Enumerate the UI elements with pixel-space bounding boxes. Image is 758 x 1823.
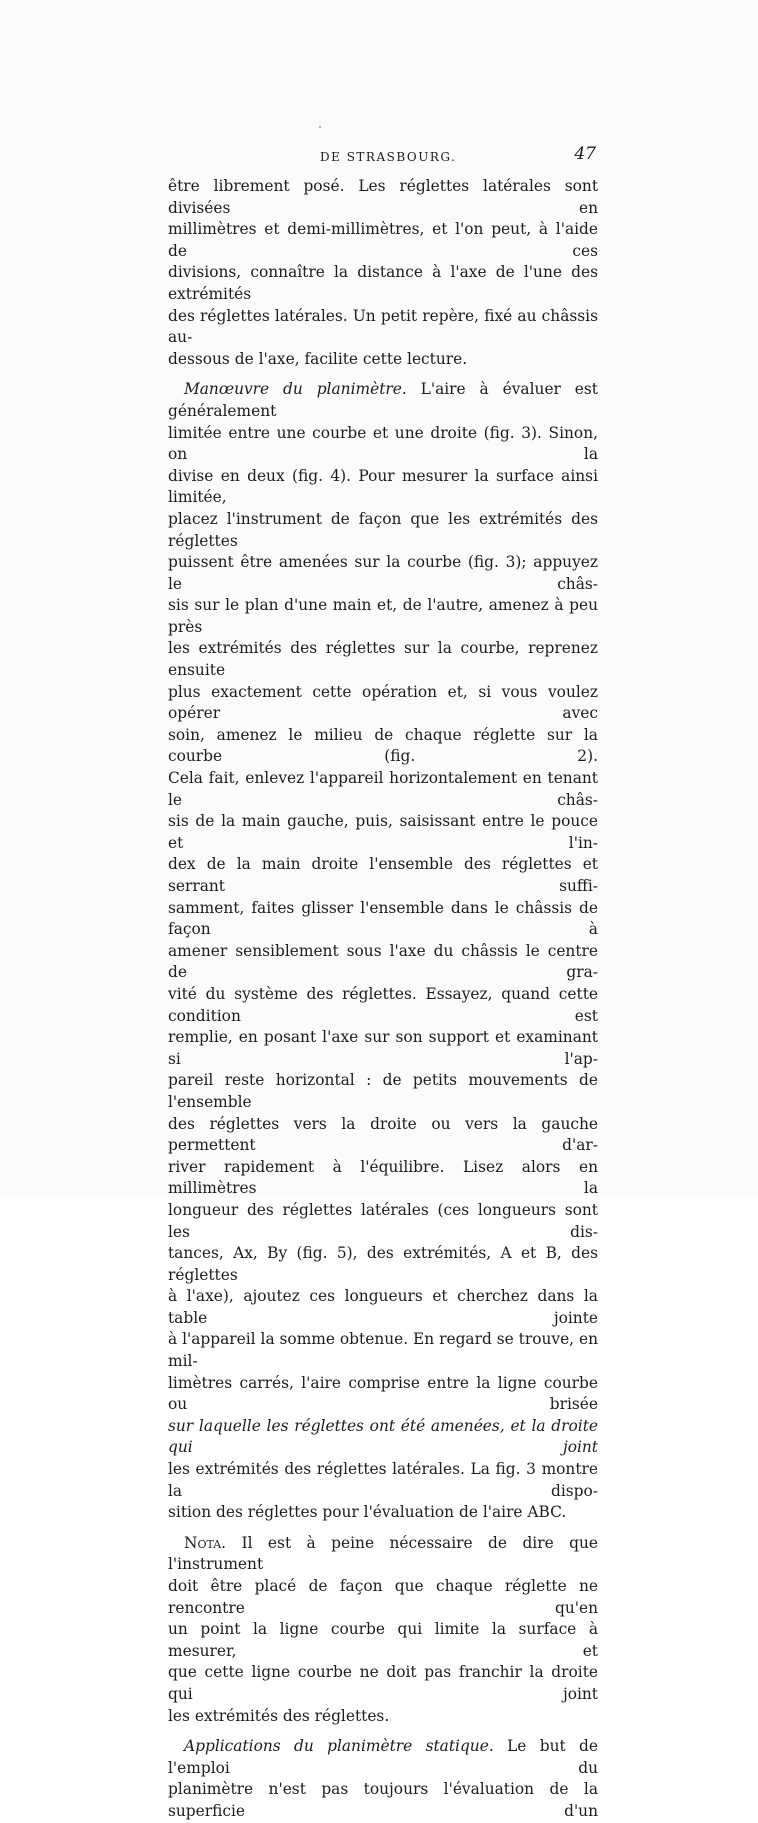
text-line: que cette ligne courbe ne doit pas franchir la droite qui joint bbox=[168, 1663, 598, 1703]
text-line: pareil reste horizontal : de petits mouvements de l'ensemble bbox=[168, 1071, 598, 1111]
paragraph bbox=[168, 379, 598, 1523]
text-line: samment, faites glisser l'ensemble dans le châssis de façon à bbox=[168, 898, 598, 939]
paragraph-heading: Manœuvre du planimètre. bbox=[184, 380, 407, 399]
text-line: un point la ligne courbe qui limite la surface à mesurer, et bbox=[168, 1620, 598, 1660]
text-line: les extrémités des réglettes. bbox=[168, 1706, 390, 1725]
text-line bbox=[168, 379, 598, 422]
text-line: à l'axe), ajoutez ces longueurs et cherchez dans la table jointe bbox=[168, 1287, 598, 1327]
text-line: sis de la main gauche, puis, saisissant entre le pouce et l'in- bbox=[168, 812, 598, 852]
text-line bbox=[168, 1736, 598, 1779]
text-line: limètres carrés, l'aire comprise entre la ligne courbe ou brisée bbox=[168, 1373, 598, 1414]
paragraph-heading: Applications du planimètre statique. bbox=[184, 1737, 494, 1756]
text-line: vité du système des réglettes. Essayez, quand cette condition est bbox=[168, 984, 598, 1025]
text-line: les extrémités des réglettes latérales. La fig. 3 montre la dispo- bbox=[168, 1460, 598, 1500]
text-line: river rapidement à l'équilibre. Lisez alors en millimètres la bbox=[168, 1157, 598, 1198]
text-run: Il est à peine nécessaire de dire que l'instrument bbox=[168, 1533, 598, 1574]
text-line: dex de la main droite l'ensemble des réglettes et serrant suffi- bbox=[168, 855, 598, 895]
running-head-title: DE STRASBOURG. bbox=[320, 150, 457, 164]
text-line: plus exactement cette opération et, si vous voulez opérer avec bbox=[168, 682, 598, 723]
paragraph bbox=[168, 1736, 598, 1822]
text-line: puissent être amenées sur la courbe (fig. 3); appuyez le châs- bbox=[168, 553, 598, 593]
text-line: sur laquelle les réglettes ont été amenées, et la droite qui joint bbox=[168, 1416, 598, 1457]
text-line: sis sur le plan d'une main et, de l'autre, amenez à peu près bbox=[168, 596, 598, 636]
running-head bbox=[168, 140, 598, 176]
text-line: divise en deux (fig. 4). Pour mesurer la surface ainsi limitée, bbox=[168, 466, 598, 507]
text-line: longueur des réglettes latérales (ces longueurs sont les dis- bbox=[168, 1200, 598, 1241]
text-run: Le but de l'emploi du bbox=[168, 1737, 598, 1777]
text-run: L'aire à évaluer est généralement bbox=[168, 380, 598, 420]
text-line: amener sensiblement sous l'axe du châssis le centre de gra- bbox=[168, 941, 598, 982]
text-line: soin, amenez le milieu de chaque réglette sur la courbe (fig. 2). bbox=[168, 725, 598, 766]
text-line: Cela fait, enlevez l'appareil horizontalement en tenant le châs- bbox=[168, 769, 598, 809]
text-block bbox=[168, 140, 598, 1823]
paragraph bbox=[168, 176, 598, 370]
text-line: tances, Ax, By (fig. 5), des extrémités, A et B, des réglettes bbox=[168, 1244, 598, 1284]
text-line: dessous de l'axe, facilite cette lecture. bbox=[168, 349, 468, 368]
text-line: millimètres et demi-millimètres, et l'on peut, à l'aide de ces bbox=[168, 220, 598, 260]
nota-label: Nota. bbox=[184, 1533, 227, 1552]
text-line: les extrémités des réglettes sur la courbe, reprenez ensuite bbox=[168, 639, 598, 680]
text-line bbox=[168, 1533, 598, 1576]
text-line: placez l'instrument de façon que les extrémités des réglettes bbox=[168, 509, 598, 550]
text-line: remplie, en posant l'axe sur son support et examinant si l'ap- bbox=[168, 1028, 598, 1068]
paragraph bbox=[168, 1533, 598, 1727]
text-line: être librement posé. Les réglettes latérales sont divisées en bbox=[168, 177, 598, 217]
text-line: doit être placé de façon que chaque réglette ne rencontre qu'en bbox=[168, 1577, 598, 1617]
text-line: des réglettes vers la droite ou vers la gauche permettent d'ar- bbox=[168, 1114, 598, 1155]
text-line: divisions, connaître la distance à l'axe de l'une des extrémités bbox=[168, 263, 598, 303]
text-line: limitée entre une courbe et une droite (fig. 3). Sinon, on la bbox=[168, 423, 598, 464]
text-line: planimètre n'est pas toujours l'évaluation de la superficie d'un bbox=[168, 1780, 598, 1820]
page-number: 47 bbox=[574, 144, 596, 164]
paper-speck bbox=[319, 126, 321, 128]
text-line: des réglettes latérales. Un petit repère, fixé au châssis au- bbox=[168, 306, 598, 347]
text-line: à l'appareil la somme obtenue. En regard se trouve, en mil- bbox=[168, 1330, 598, 1371]
text-line: sition des réglettes pour l'évaluation de l'aire ABC. bbox=[168, 1503, 567, 1522]
